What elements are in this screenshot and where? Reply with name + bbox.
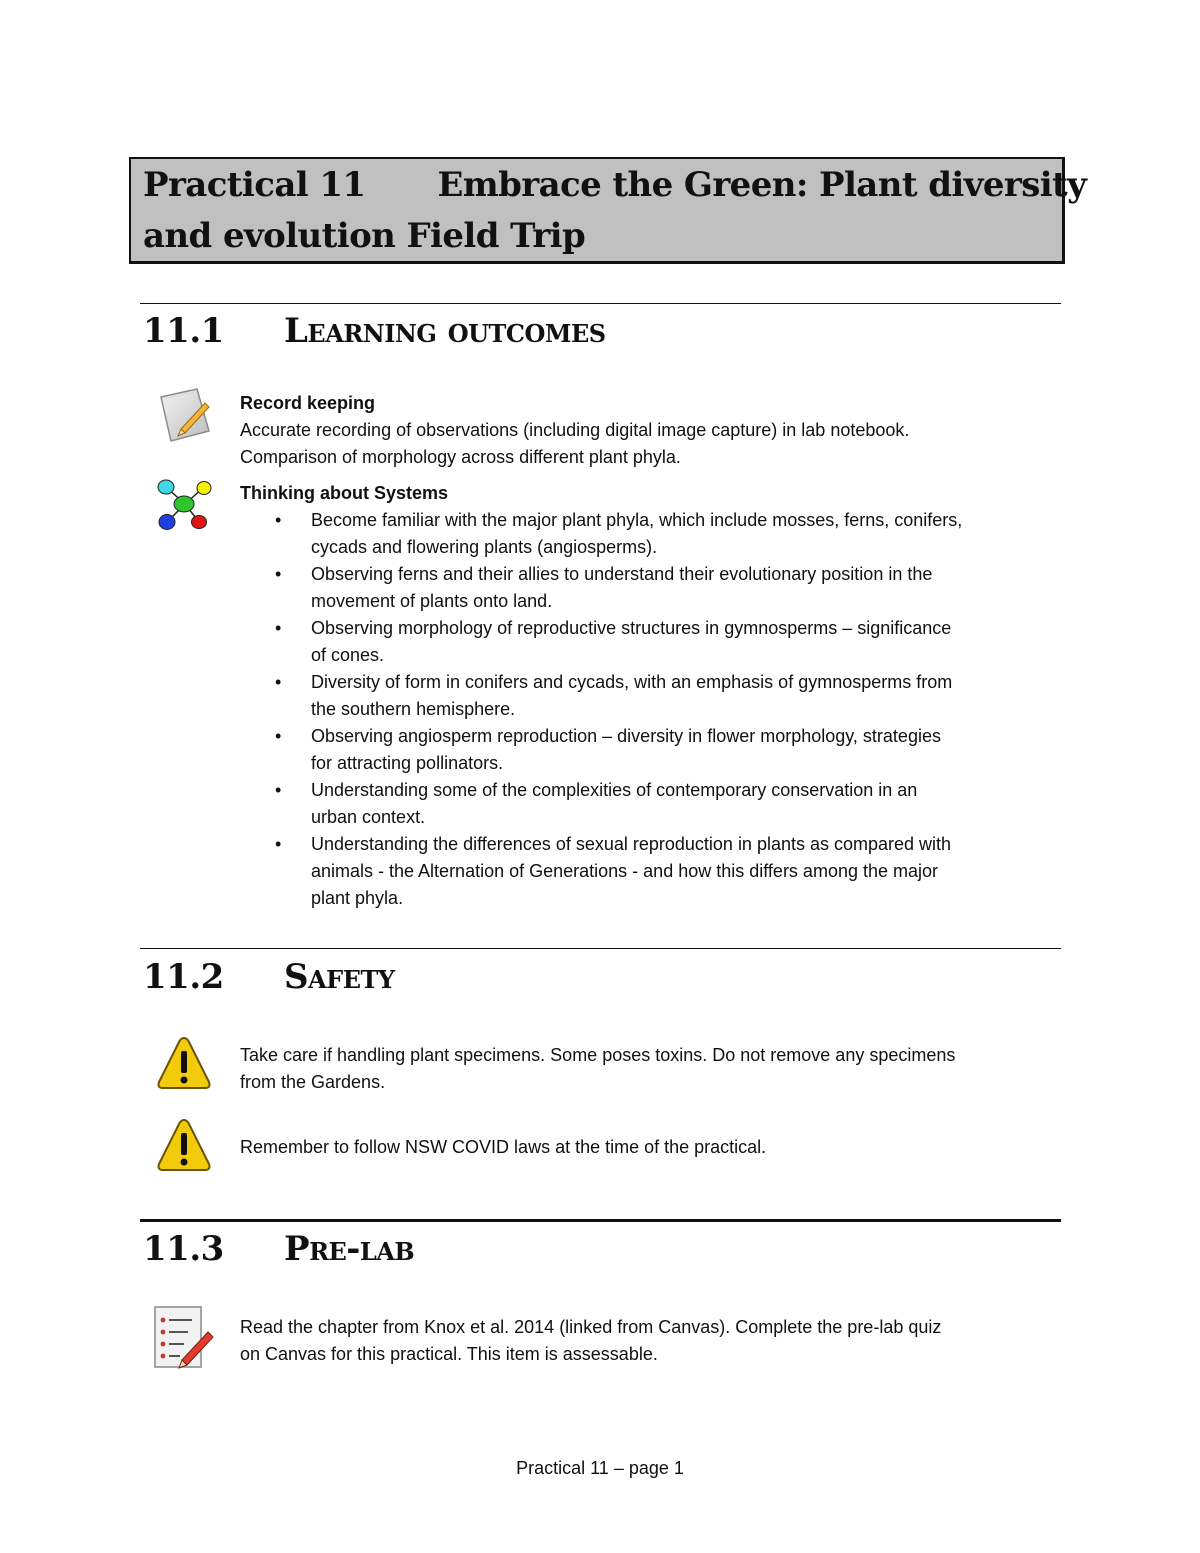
list-item [240,669,1040,723]
list-item [240,507,1040,561]
record-keeping-block [240,390,909,471]
section-number: 11.2 [143,957,224,997]
bullet-icon: • [275,834,282,854]
section-number: 11.3 [143,1229,224,1269]
pre-lab-item [240,1314,941,1368]
bullet-icon: • [275,726,282,746]
section-rule-1 [140,303,1061,304]
bullet-icon: • [275,672,282,692]
bullet-icon: • [275,780,282,800]
bullet-icon: • [275,564,282,584]
list-item-line: animals - the Alternation of Generations - and how this differs among the major [311,861,939,881]
page-footer: Practical 11 – page 1 [516,1458,684,1478]
safety-line: from the Gardens. [240,1072,386,1092]
systems-network-icon [155,476,215,532]
list-item-line: Observing morphology of reproductive structures in gymnosperms – significance [311,618,952,638]
warning-icon [155,1034,213,1092]
list-item-line: Understanding the differences of sexual reproduction in plants as compared with [311,834,952,854]
list-item-line: Observing angiosperm reproduction – diversity in flower morphology, strategies [311,726,941,746]
section-title: Pre-lab [284,1229,415,1269]
bullet-icon: • [275,510,282,530]
list-item-line: plant phyla. [311,888,404,908]
pre-lab-line: on Canvas for this practical. This item is assessable. [240,1344,658,1364]
list-item [240,777,1040,831]
list-item-line: the southern hemisphere. [311,699,516,719]
record-keeping-line: Comparison of morphology across different plant phyla. [240,447,681,467]
section-number: 11.1 [143,311,224,351]
notepad-pencil-icon [153,385,215,447]
learning-outcomes-list [240,507,1040,912]
bullet-icon: • [275,618,282,638]
section-title: Learning outcomes [284,311,606,351]
list-item-line: for attracting pollinators. [311,753,504,773]
safety-line: Remember to follow NSW COVID laws at the time of the practical. [240,1137,767,1157]
title-line-2: and evolution Field Trip [143,216,586,256]
list-item-line: urban context. [311,807,426,827]
list-item [240,561,1040,615]
list-item-line: Diversity of form in conifers and cycads, with an emphasis of gymnosperms from [311,672,953,692]
pre-lab-line: Read the chapter from Knox et al. 2014 (linked from Canvas). Complete the pre-lab quiz [240,1317,942,1337]
title-line-1 [143,165,1086,205]
list-item [240,831,1040,912]
practical-title-box [129,157,1087,264]
list-item-line: movement of plants onto land. [311,591,553,611]
list-item [240,615,1040,669]
practical-title: Embrace the Green: Plant diversity [437,165,1087,205]
safety-item-2 [240,1134,766,1161]
checklist-pencil-icon [152,1304,216,1370]
practical-number: Practical 11 [143,165,366,205]
record-keeping-line: Accurate recording of observations (including digital image capture) in lab notebook. [240,420,910,440]
safety-item-1 [240,1042,955,1096]
safety-line: Take care if handling plant specimens. Some poses toxins. Do not remove any specimens [240,1045,956,1065]
section-rule-2 [140,948,1061,949]
list-item-line: Become familiar with the major plant phyla, which include mosses, ferns, conifers, [311,510,963,530]
list-item-line: Observing ferns and their allies to understand their evolutionary position in the [311,564,933,584]
list-item-line: Understanding some of the complexities of contemporary conservation in an [311,780,918,800]
section-rule-3 [140,1219,1061,1222]
section-title: Safety [284,957,395,997]
list-item-line: of cones. [311,645,385,665]
systems-heading: Thinking about Systems [240,483,449,503]
list-item [240,723,1040,777]
list-item-line: cycads and flowering plants (angiosperms). [311,537,658,557]
record-keeping-heading: Record keeping [240,393,376,413]
warning-icon [155,1116,213,1174]
